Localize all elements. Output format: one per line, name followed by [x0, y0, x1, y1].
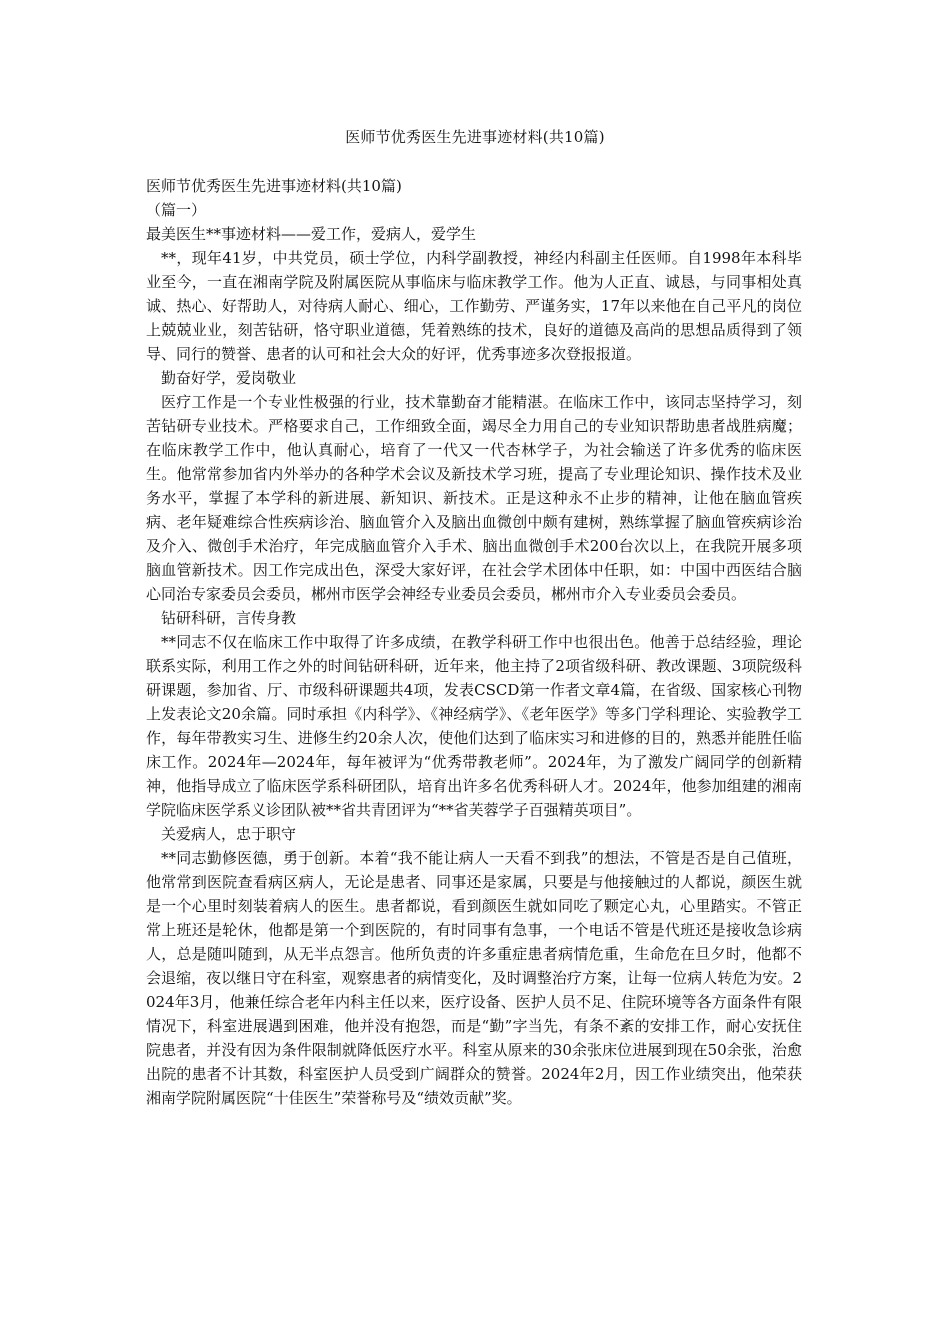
document-body — [146, 174, 802, 1110]
paragraph-care: **同志勤修医德，勇于创新。本着“我不能让病人一天看不到我”的想法，不管是否是自己值班，他常常到医院查看病区病人，无论是患者、同事还是家属，只要是与他接触过的人都说，颜医生就是一个心里时刻装着病人的医生。患者都说，看到颜医生就如同吃了颗定心丸，心里踏实。不管正常上班还是轮休，他都是第一个到医院的，有时同事有急事，一个电话不管是代班还是接收急诊病人，总是随叫随到，从无半点怨言。他所负责的许多重症患者病情危重，生命危在旦夕时，他都不会退缩，夜以继日守在科室，观察患者的病情变化，及时调整治疗方案，让每一位病人转危为安。2024年3月，他兼任综合老年内科主任以来，医疗设备、医护人员不足、住院环境等各方面条件有限情况下，科室进展遇到困难，他并没有抱怨，而是“勤”字当先，有条不紊的安排工作，耐心安抚住院患者，并没有因为条件限制就降低医疗水平。科室从原来的30余张床位进展到现在50余张，治愈出院的患者不计其数，科室医护人员受到广阔群众的赞誉。2024年2月，因工作业绩突出，他荣获湘南学院附属医院“十佳医生”荣誉称号及“绩效贡献”奖。 — [146, 849, 802, 1107]
body-title-line: 医师节优秀医生先进事迹材料(共10篇) — [146, 177, 402, 195]
article-title: 最美医生**事迹材料——爱工作，爱病人，爱学生 — [146, 225, 477, 243]
subheading-care: 关爱病人，忠于职守 — [161, 825, 297, 843]
section-label: （篇一） — [146, 201, 207, 219]
subheading-research: 钻研科研，言传身教 — [161, 609, 297, 627]
document-title: 医师节优秀医生先进事迹材料(共10篇) — [345, 128, 605, 146]
subheading-study: 勤奋好学，爱岗敬业 — [161, 369, 297, 387]
paragraph-intro: **，现年41岁，中共党员，硕士学位，内科学副教授，神经内科副主任医师。自1998年本科毕业至今，一直在湘南学院及附属医院从事临床与临床教学工作。他为人正直、诚恳，与同事相处真诚、热心、好帮助人，对待病人耐心、细心，工作勤劳、严谨务实，17年以来他在自己平凡的岗位上兢兢业业，刻苦钻研，恪守职业道德，凭着熟练的技术，良好的道德及高尚的思想品质得到了领导、同行的赞誉、患者的认可和社会大众的好评，优秀事迹多次登报报道。 — [146, 249, 802, 363]
paragraph-study: 医疗工作是一个专业性极强的行业，技术靠勤奋才能精湛。在临床工作中，该同志坚持学习，刻苦钻研专业技术。严格要求自己，工作细致全面，竭尽全力用自己的专业知识帮助患者战胜病魔；在临床教学工作中，他认真耐心，培育了一代又一代杏林学子，为社会输送了许多优秀的临床医生。他常常参加省内外举办的各种学术会议及新技术学习班，提高了专业理论知识、操作技术及业务水平，掌握了本学科的新进展、新知识、新技术。正是这种永不止步的精神，让他在脑血管疾病、老年疑难综合性疾病诊治、脑血管介入及脑出血微创中颇有建树，熟练掌握了脑血管疾病诊治及介入、微创手术治疗，年完成脑血管介入手术、脑出血微创手术200台次以上，在我院开展多项脑血管新技术。因工作完成出色，深受大家好评，在社会学术团体中任职，如：中国中西医结合脑心同治专家委员会委员，郴州市医学会神经专业委员会委员，郴州市介入专业委员会委员。 — [146, 393, 802, 603]
paragraph-research: **同志不仅在临床工作中取得了许多成绩，在教学科研工作中也很出色。他善于总结经验，理论联系实际，利用工作之外的时间钻研科研，近年来，他主持了2项省级科研、教改课题、3项院级科研课题，参加省、厅、市级科研课题共4项，发表CSCD第一作者文章4篇，在省级、国家核心刊物上发表论文20余篇。同时承担《内科学》、《神经病学》、《老年医学》等多门学科理论、实验教学工作，每年带教实习生、进修生约20余人次，使他们达到了临床实习和进修的目的，熟悉并能胜任临床工作。2024年—2024年，每年被评为“优秀带教老师”。2024年，为了激发广阔同学的创新精神，他指导成立了临床医学系科研团队，培育出许多名优秀科研人才。2024年，他参加组建的湘南学院临床医学系义诊团队被**省共青团评为“**省芙蓉学子百强精英项目”。 — [146, 633, 802, 819]
